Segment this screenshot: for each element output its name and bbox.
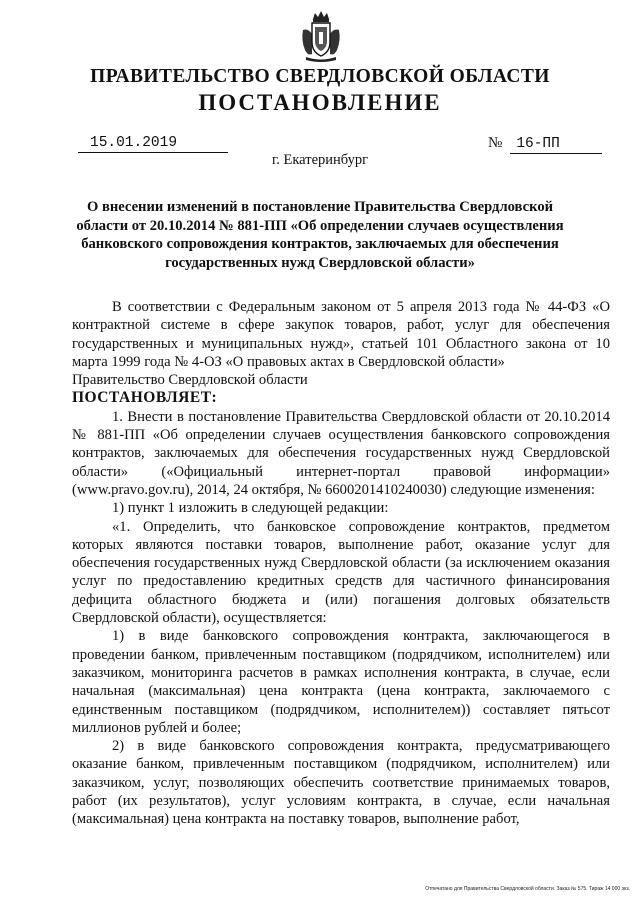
resolves-heading: ПОСТАНОВЛЯЕТ: xyxy=(72,389,218,407)
document-type: ПОСТАНОВЛЕНИЕ xyxy=(198,90,442,115)
paragraph-4: 1) в виде банковского сопровождения контракта, заключающегося в проведении банком, привлеченным поставщиком (подрядчиком, исполнителем) или заказчиком, мониторинга расчетов в рамках исполнения контракта, в случае, если начальная (максимальная) цена контракта (цена контракта, заключаемого с единственным поставщиком (подрядчиком, исполнителем)) составляет пятьсот миллионов рублей и более; xyxy=(72,628,610,736)
number-sign: № xyxy=(488,135,503,151)
document-title: О внесении изменений в постановление Правительства Свердловской области от 20.10.2014 № 881-ПП «Об определении случаев осуществления банковского сопровождения контрактов, заключаемых для обеспечения государственных нужд Свердловской области» xyxy=(76,199,564,271)
paragraph-5: 2) в виде банковского сопровождения контракта, предусматривающего оказание банком, привлеченным поставщиком (подрядчиком, исполнителем) или заказчиком, услуг, позволяющих обеспечить соответствие принимаемых товаров, работ (их результатов), услуг условиям контракта, в случае, если начальная (максимальная) цена контракта на поставку товаров, выполнение работ, xyxy=(72,738,610,828)
decree-number-block xyxy=(488,134,612,154)
paragraph-3: «1. Определить, что банковское сопровождение контрактов, предметом которых являются поставки товаров, выполнение работ, оказание услуг для обеспечения государственных нужд Свердловской области (за исключением оказания услуг по предоставлению кредитных средств для частичного финансирования дефицита областного бюджета и (или) погашения долговых обязательств Свердловской области), осуществляется: xyxy=(72,518,610,627)
document-body xyxy=(72,298,610,829)
city: г. Екатеринбург xyxy=(271,152,369,168)
decree-number: 16-ПП xyxy=(510,135,602,154)
coat-of-arms-icon xyxy=(300,10,342,62)
print-note: Отпечатано для Правительства Свердловской области. Заказ № 575. Тираж 14 000 экз. xyxy=(425,886,630,892)
government-name: ПРАВИТЕЛЬСТВО СВЕРДЛОВСКОЙ ОБЛАСТИ xyxy=(90,66,550,87)
preamble: В соответствии с Федеральным законом от 5 апреля 2013 года № 44-ФЗ «О контрактной системе в сфере закупок товаров, работ, услуг для обеспечения государственных и муниципальных нужд», статьей 101 Областного закона от 10 марта 1999 года № 4-ОЗ «О правовых актах в Свердловской области» xyxy=(72,299,610,370)
preamble-end: Правительство Свердловской области xyxy=(72,372,308,389)
decree-date: 15.01.2019 xyxy=(78,134,228,153)
paragraph-1: 1. Внести в постановление Правительства Свердловской области от 20.10.2014 № 881-ПП «Об определении случаев осуществления банковского сопровождения контрактов, заключаемых для обеспечения государственных нужд Свердловской области» («Официальный интернет-портал правовой информации» (www.pravo.gov.ru), 2014, 24 октября, № 6600201410240030) следующие изменения: xyxy=(72,408,610,498)
paragraph-2: 1) пункт 1 изложить в следующей редакции: xyxy=(112,500,389,517)
